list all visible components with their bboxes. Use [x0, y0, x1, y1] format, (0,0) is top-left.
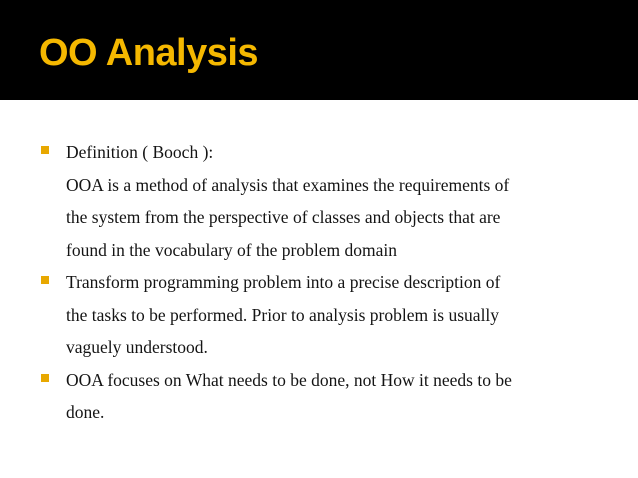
bullet-line: OOA is a method of analysis that examines the requirements of: [66, 174, 510, 195]
square-bullet-icon: [41, 276, 49, 284]
bullet-line: OOA focuses on What needs to be done, not How it needs to be: [66, 369, 512, 390]
bullet-line: the tasks to be performed. Prior to analysis problem is usually: [66, 304, 500, 325]
bullet-line: the system from the perspective of classes and objects that are: [66, 207, 501, 227]
bullet-item-definition: [0, 136, 638, 266]
square-bullet-icon: [41, 146, 49, 154]
bullet-item-focus: [0, 364, 638, 429]
bullet-line: found in the vocabulary of the problem domain: [66, 239, 397, 260]
square-bullet-icon: [41, 374, 49, 382]
bullet-line: Definition ( Booch ):: [66, 142, 214, 162]
slide-title: OO Analysis: [39, 32, 259, 74]
bullet-line: vaguely understood.: [66, 337, 208, 357]
slide-content: [0, 136, 638, 429]
bullet-item-transform: [0, 266, 638, 364]
bullet-line: done.: [66, 402, 105, 422]
title-bar: [0, 0, 638, 100]
bullet-line: Transform programming problem into a precise description of: [66, 272, 501, 292]
